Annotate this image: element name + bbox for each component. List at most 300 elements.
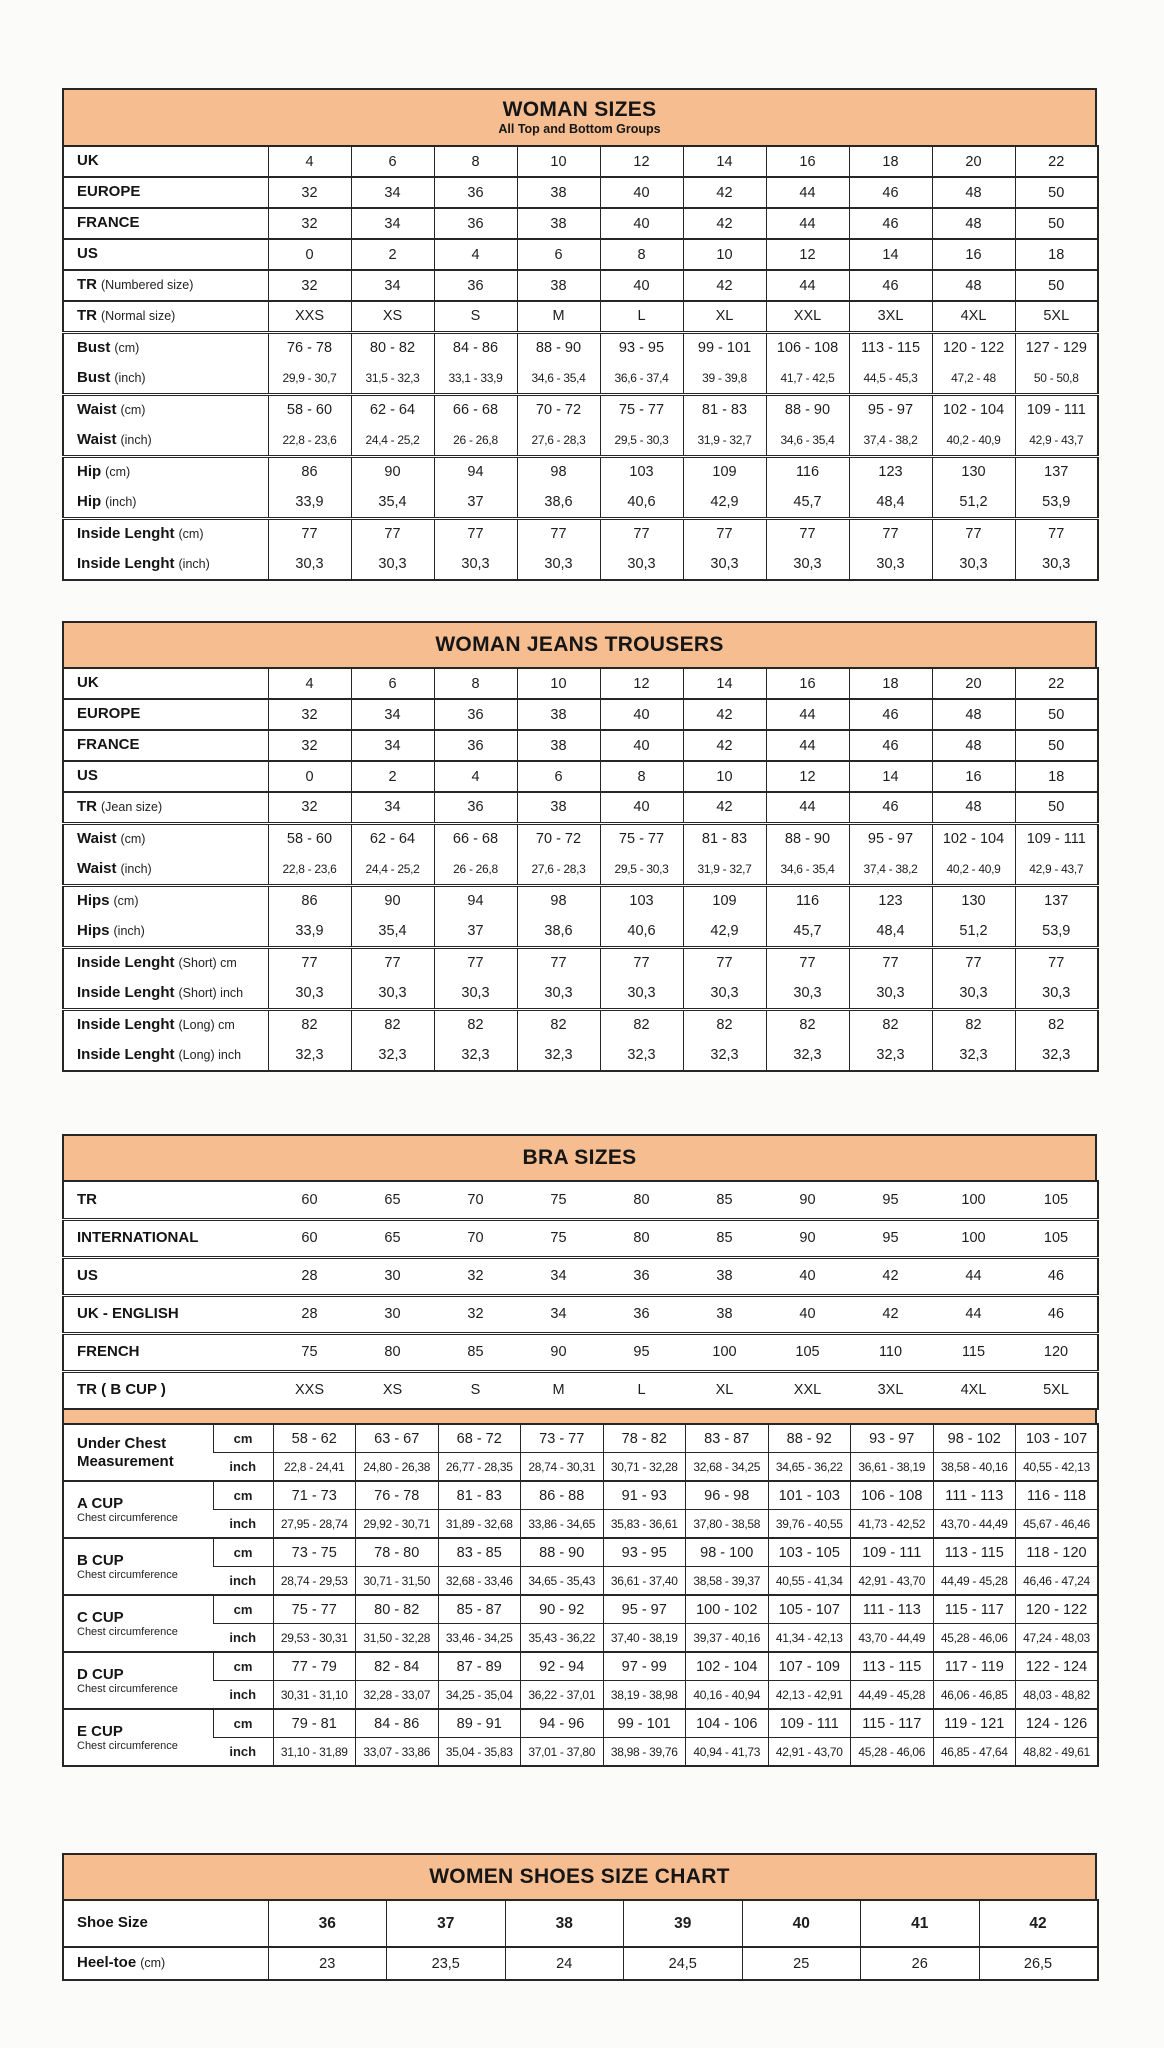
value-cell: 113 - 115 xyxy=(933,1538,1016,1567)
value-cell: 40 xyxy=(600,270,683,301)
value-cell: M xyxy=(517,1371,600,1409)
value-cell: 127 - 129 xyxy=(1015,332,1098,363)
value-cell: 46 xyxy=(849,177,932,208)
value-cell: 95 xyxy=(600,1333,683,1371)
row-label-cell xyxy=(63,854,268,885)
row-label: Bust xyxy=(77,368,111,386)
value-cell: 42,9 - 43,7 xyxy=(1015,425,1098,456)
value-cell: 22,8 - 23,6 xyxy=(268,425,351,456)
value-cell: 45,7 xyxy=(766,916,849,947)
value-cell: 46,46 - 47,24 xyxy=(1016,1567,1099,1596)
value-cell: 26,77 - 28,35 xyxy=(438,1453,521,1482)
row-label-cell xyxy=(63,1257,268,1295)
value-cell: 36,22 - 37,01 xyxy=(521,1681,604,1710)
value-cell: 4XL xyxy=(932,301,1015,332)
row-label-cell xyxy=(63,1371,268,1409)
value-cell: 86 - 88 xyxy=(521,1481,604,1510)
row-label-cell xyxy=(63,730,268,761)
value-cell: 6 xyxy=(517,761,600,792)
value-cell: 77 xyxy=(1015,947,1098,978)
value-cell: 42 xyxy=(683,177,766,208)
value-cell: 29,53 - 30,31 xyxy=(273,1624,356,1653)
value-cell: 36,61 - 38,19 xyxy=(851,1453,934,1482)
value-cell: 32,68 - 33,46 xyxy=(438,1567,521,1596)
row-label: Inside Lenght xyxy=(77,983,175,1001)
woman-sizes-table xyxy=(62,88,1102,581)
value-cell: S xyxy=(434,1371,517,1409)
table-row xyxy=(63,947,1098,978)
value-cell: 27,6 - 28,3 xyxy=(517,425,600,456)
value-cell: 39,37 - 40,16 xyxy=(686,1624,769,1653)
value-cell: 42,9 xyxy=(683,916,766,947)
value-cell: 116 xyxy=(766,456,849,487)
value-cell: 30,3 xyxy=(849,549,932,580)
table-row xyxy=(63,823,1098,854)
value-cell: 0 xyxy=(268,239,351,270)
women-shoes-table xyxy=(62,1853,1102,1981)
value-cell: 40,94 - 41,73 xyxy=(686,1738,769,1767)
value-cell: 36 xyxy=(434,699,517,730)
value-cell: 77 xyxy=(351,518,434,549)
value-cell: 83 - 85 xyxy=(438,1538,521,1567)
value-cell: 130 xyxy=(932,456,1015,487)
value-cell: 46 xyxy=(849,699,932,730)
value-cell: 34 xyxy=(351,270,434,301)
table-row xyxy=(63,761,1098,792)
value-cell: 16 xyxy=(932,239,1015,270)
row-label-detail: Chest circumference xyxy=(77,1568,178,1581)
value-cell: 65 xyxy=(384,1191,401,1208)
row-label: C CUP xyxy=(77,1608,124,1626)
value-cell: 44 xyxy=(766,177,849,208)
row-label-cell xyxy=(63,699,268,730)
value-cell: 34 xyxy=(351,177,434,208)
value-cell: 31,89 - 32,68 xyxy=(438,1510,521,1539)
value-cell: 22 xyxy=(1015,146,1098,177)
row-label-cell xyxy=(63,363,268,394)
row-label: Waist xyxy=(77,401,117,419)
row-label: Inside Lenght xyxy=(77,554,175,572)
value-cell: 88 - 90 xyxy=(766,394,849,425)
value-cell: 73 - 77 xyxy=(521,1424,604,1453)
value-cell: 39 - 39,8 xyxy=(683,363,766,394)
value-cell: 120 - 122 xyxy=(932,332,1015,363)
value-cell: 77 xyxy=(600,518,683,549)
value-cell: 60 xyxy=(301,1191,318,1208)
value-cell: 109 - 111 xyxy=(1015,823,1098,854)
value-cell: 123 xyxy=(849,456,932,487)
value-cell: 45,67 - 46,46 xyxy=(1016,1510,1099,1539)
value-cell: 18 xyxy=(849,668,932,699)
value-cell: L xyxy=(600,1371,683,1409)
value-cell: XL xyxy=(683,1371,766,1409)
women-shoes-grid-container xyxy=(62,1899,1102,1981)
row-label-cell xyxy=(63,1219,268,1257)
row-label: Under Chest Measurement xyxy=(77,1435,174,1470)
value-cell: 42,9 - 43,7 xyxy=(1015,854,1098,885)
value-cell: 45,28 - 46,06 xyxy=(933,1624,1016,1653)
table-row xyxy=(63,1681,1098,1710)
value-cell: 24,4 - 25,2 xyxy=(351,425,434,456)
value-cell: XS xyxy=(351,1371,434,1409)
woman-jeans-title: WOMAN JEANS TROUSERS xyxy=(435,633,724,657)
value-cell: 10 xyxy=(683,239,766,270)
value-cell: 77 xyxy=(268,518,351,549)
table-row xyxy=(63,792,1098,823)
value-cell: 105 xyxy=(1043,1191,1069,1208)
value-cell: 75 - 77 xyxy=(600,394,683,425)
value-cell: 77 xyxy=(434,518,517,549)
value-cell: 34 xyxy=(517,1257,600,1295)
value-cell: 16 xyxy=(932,761,1015,792)
value-cell: 115 - 117 xyxy=(851,1709,934,1738)
value-cell: 32,3 xyxy=(849,1040,932,1071)
value-cell: 102 - 104 xyxy=(686,1652,769,1681)
value-cell: 32,3 xyxy=(434,1040,517,1071)
value-cell: 48,4 xyxy=(849,487,932,518)
value-cell: 109 - 111 xyxy=(768,1709,851,1738)
value-cell: 30,3 xyxy=(683,549,766,580)
value-cell: 31,50 - 32,28 xyxy=(356,1624,439,1653)
value-cell: 33,9 xyxy=(268,487,351,518)
bra-sizes-table xyxy=(62,1134,1102,1767)
value-cell: 71 - 73 xyxy=(273,1481,356,1510)
table-row xyxy=(63,1424,1098,1453)
value-cell: S xyxy=(434,301,517,332)
value-cell: XL xyxy=(683,301,766,332)
value-cell: 38,19 - 38,98 xyxy=(603,1681,686,1710)
value-cell: 107 - 109 xyxy=(768,1652,851,1681)
value-cell: 48 xyxy=(932,208,1015,239)
value-cell: 102 - 104 xyxy=(932,823,1015,854)
value-cell: 30,3 xyxy=(849,978,932,1009)
table-row xyxy=(63,1947,1098,1980)
value-cell: 35,83 - 36,61 xyxy=(603,1510,686,1539)
row-label-cell xyxy=(63,668,268,699)
value-cell: 46 xyxy=(849,730,932,761)
table-row xyxy=(63,239,1098,270)
value-cell: 46,85 - 47,64 xyxy=(933,1738,1016,1767)
value-cell: 90 - 92 xyxy=(521,1595,604,1624)
value-cell: 85 xyxy=(716,1191,733,1208)
value-cell: 94 xyxy=(434,456,517,487)
value-cell: 31,5 - 32,3 xyxy=(351,363,434,394)
value-cell: 98 - 102 xyxy=(933,1424,1016,1453)
value-cell: 32,68 - 34,25 xyxy=(686,1453,769,1482)
row-label-detail: (cm) xyxy=(105,465,131,480)
value-cell: 24,80 - 26,38 xyxy=(356,1453,439,1482)
table-row xyxy=(63,1333,1098,1371)
value-cell: 98 xyxy=(517,456,600,487)
woman-jeans-trousers-table xyxy=(62,621,1102,1072)
value-cell: 46 xyxy=(849,792,932,823)
value-cell: 18 xyxy=(1015,239,1098,270)
value-cell: M xyxy=(517,301,600,332)
row-label-detail: (Short) inch xyxy=(178,985,244,1000)
value-cell: 77 xyxy=(932,518,1015,549)
value-cell: 80 - 82 xyxy=(351,332,434,363)
value-cell: 97 - 99 xyxy=(603,1652,686,1681)
unit-cell: inch xyxy=(213,1510,273,1539)
value-cell: 50 xyxy=(1015,730,1098,761)
row-label: FRANCE xyxy=(77,214,140,232)
value-cell: 32 xyxy=(268,177,351,208)
value-cell: 36,6 - 37,4 xyxy=(600,363,683,394)
value-cell: 48,82 - 49,61 xyxy=(1016,1738,1099,1767)
row-label: EUROPE xyxy=(77,183,141,201)
row-label-cell xyxy=(63,885,268,916)
value-cell: 14 xyxy=(849,239,932,270)
value-cell: 32,3 xyxy=(351,1040,434,1071)
row-label-detail: (Normal size) xyxy=(101,309,176,324)
value-cell: 26 - 26,8 xyxy=(434,425,517,456)
value-cell: 34 xyxy=(351,792,434,823)
value-cell: 75 - 77 xyxy=(600,823,683,854)
value-cell: 100 xyxy=(961,1191,986,1208)
value-cell: 58 - 60 xyxy=(268,823,351,854)
row-label-detail: Chest circumference xyxy=(77,1625,178,1638)
value-cell: 103 xyxy=(600,885,683,916)
value-cell: 123 xyxy=(849,885,932,916)
value-cell: 30 xyxy=(351,1257,434,1295)
value-cell: 85 - 87 xyxy=(438,1595,521,1624)
table-row xyxy=(63,146,1098,177)
value-cell: 91 - 93 xyxy=(603,1481,686,1510)
value-cell: 82 xyxy=(1015,1009,1098,1040)
row-label: Inside Lenght xyxy=(77,954,175,972)
row-label-detail: (Short) cm xyxy=(178,956,237,971)
value-cell: 81 - 83 xyxy=(683,394,766,425)
row-label-detail: Chest circumference xyxy=(77,1739,178,1752)
bra-table-separator-band xyxy=(62,1410,1097,1423)
value-cell: 44,5 - 45,3 xyxy=(849,363,932,394)
row-label-cell xyxy=(63,301,268,332)
value-cell: 100 xyxy=(683,1333,766,1371)
value-cell: 47,2 - 48 xyxy=(932,363,1015,394)
row-label-cell xyxy=(63,487,268,518)
value-cell: 44 xyxy=(766,208,849,239)
value-cell: 0 xyxy=(268,761,351,792)
value-cell: 70 xyxy=(467,1191,484,1208)
table-row xyxy=(63,1009,1098,1040)
woman-sizes-title: WOMAN SIZES xyxy=(502,98,657,122)
value-cell: 3XL xyxy=(849,1371,932,1409)
table-row xyxy=(63,668,1098,699)
value-cell: 33,46 - 34,25 xyxy=(438,1624,521,1653)
table-row xyxy=(63,1257,1098,1295)
unit-cell: cm xyxy=(213,1481,273,1510)
value-cell: XXS xyxy=(268,301,351,332)
row-label-cell xyxy=(63,1009,268,1040)
value-cell: 42,91 - 43,70 xyxy=(768,1738,851,1767)
row-label-cell xyxy=(63,394,268,425)
row-label: Inside Lenght xyxy=(77,1045,175,1063)
value-cell: 47,24 - 48,03 xyxy=(1016,1624,1099,1653)
value-cell: 40 xyxy=(766,1295,849,1333)
row-label: Hip xyxy=(77,463,102,481)
value-cell: 117 - 119 xyxy=(933,1652,1016,1681)
value-cell: 6 xyxy=(517,239,600,270)
row-label-cell xyxy=(63,146,268,177)
value-cell: 30,3 xyxy=(932,978,1015,1009)
value-cell: 94 xyxy=(434,885,517,916)
row-label: US xyxy=(77,767,98,785)
value-cell: 42 xyxy=(683,792,766,823)
row-label-cell xyxy=(63,1709,213,1766)
value-cell: 92 - 94 xyxy=(521,1652,604,1681)
row-label-cell xyxy=(63,761,268,792)
value-cell: 42 xyxy=(979,1900,1098,1947)
women-shoes-grid xyxy=(62,1899,1099,1981)
table-row xyxy=(63,1567,1098,1596)
value-cell: 48 xyxy=(932,270,1015,301)
value-cell: 40 xyxy=(766,1257,849,1295)
value-cell: 36 xyxy=(434,208,517,239)
value-cell: 34 xyxy=(351,699,434,730)
value-cell: 10 xyxy=(517,668,600,699)
value-cell: 34,25 - 35,04 xyxy=(438,1681,521,1710)
value-cell: 35,4 xyxy=(351,487,434,518)
value-cell: 98 xyxy=(517,885,600,916)
table-row xyxy=(63,549,1098,580)
value-cell: 30,3 xyxy=(517,978,600,1009)
value-cell: 42 xyxy=(683,699,766,730)
row-label-cell xyxy=(63,425,268,456)
table-row xyxy=(63,1040,1098,1071)
value-cell: 32 xyxy=(268,270,351,301)
row-label: FRENCH xyxy=(77,1342,140,1360)
value-cell: 12 xyxy=(766,761,849,792)
value-cell: 8 xyxy=(434,668,517,699)
value-cell: 14 xyxy=(683,146,766,177)
value-cell: 95 - 97 xyxy=(603,1595,686,1624)
value-cell: 35,43 - 36,22 xyxy=(521,1624,604,1653)
value-cell: 10 xyxy=(683,761,766,792)
value-cell: 38 xyxy=(517,177,600,208)
row-label-cell xyxy=(63,239,268,270)
value-cell: 34,6 - 35,4 xyxy=(766,854,849,885)
value-cell: 32,3 xyxy=(517,1040,600,1071)
value-cell: 37 xyxy=(434,916,517,947)
table-row xyxy=(63,270,1098,301)
woman-sizes-subtitle: All Top and Bottom Groups xyxy=(498,121,661,136)
value-cell: 50 xyxy=(1015,792,1098,823)
row-label-detail: (Jean size) xyxy=(101,800,163,815)
row-label-detail: (Numbered size) xyxy=(101,278,194,293)
value-cell: 82 - 84 xyxy=(356,1652,439,1681)
value-cell: 44 xyxy=(766,270,849,301)
value-cell: 77 xyxy=(932,947,1015,978)
value-cell: 41,34 - 42,13 xyxy=(768,1624,851,1653)
row-label: Hips xyxy=(77,921,110,939)
value-cell: 36,61 - 37,40 xyxy=(603,1567,686,1596)
value-cell: 78 - 82 xyxy=(603,1424,686,1453)
value-cell: 38 xyxy=(517,792,600,823)
value-cell: 8 xyxy=(600,239,683,270)
value-cell: 88 - 90 xyxy=(517,332,600,363)
value-cell: 104 - 106 xyxy=(686,1709,769,1738)
value-cell: 33,1 - 33,9 xyxy=(434,363,517,394)
row-label-cell xyxy=(63,916,268,947)
value-cell: 41,7 - 42,5 xyxy=(766,363,849,394)
value-cell: 93 - 95 xyxy=(600,332,683,363)
value-cell: 79 - 81 xyxy=(273,1709,356,1738)
value-cell: 37 xyxy=(387,1900,506,1947)
value-cell: 137 xyxy=(1015,456,1098,487)
value-cell: 50 xyxy=(1015,208,1098,239)
value-cell: 44 xyxy=(766,730,849,761)
value-cell: 48 xyxy=(932,730,1015,761)
row-label: FRANCE xyxy=(77,736,140,754)
value-cell: 75 xyxy=(550,1191,567,1208)
value-cell: 50 xyxy=(1015,270,1098,301)
value-cell: 46 xyxy=(849,208,932,239)
value-cell: 25 xyxy=(742,1947,861,1980)
value-cell: 43,70 - 44,49 xyxy=(933,1510,1016,1539)
row-label-cell xyxy=(63,177,268,208)
row-label-cell xyxy=(63,518,268,549)
value-cell: 41,73 - 42,52 xyxy=(851,1510,934,1539)
value-cell: 95 - 97 xyxy=(849,823,932,854)
value-cell: 77 xyxy=(517,518,600,549)
value-cell: 82 xyxy=(600,1009,683,1040)
table-row xyxy=(63,1900,1098,1947)
value-cell: 48,4 xyxy=(849,916,932,947)
value-cell: 8 xyxy=(600,761,683,792)
table-row xyxy=(63,332,1098,363)
value-cell: 28 xyxy=(268,1257,351,1295)
value-cell: 44 xyxy=(766,699,849,730)
value-cell: 115 - 117 xyxy=(933,1595,1016,1624)
row-label-detail: (cm) xyxy=(120,832,146,847)
value-cell: 40 xyxy=(600,177,683,208)
value-cell: 116 xyxy=(766,885,849,916)
value-cell: 39,76 - 40,55 xyxy=(768,1510,851,1539)
value-cell: 38 xyxy=(683,1295,766,1333)
row-label: Bust xyxy=(77,339,111,357)
table-row xyxy=(63,1510,1098,1539)
row-label-detail: (inch) xyxy=(114,370,146,385)
value-cell: 34,6 - 35,4 xyxy=(517,363,600,394)
value-cell: 44 xyxy=(932,1257,1015,1295)
table-row xyxy=(63,1295,1098,1333)
value-cell: 48 xyxy=(932,792,1015,823)
value-cell: 36 xyxy=(268,1900,387,1947)
value-cell: 4 xyxy=(268,146,351,177)
table-row xyxy=(63,177,1098,208)
value-cell: 33,9 xyxy=(268,916,351,947)
value-cell: 10 xyxy=(517,146,600,177)
value-cell: 48 xyxy=(932,699,1015,730)
value-cell: 44,49 - 45,28 xyxy=(851,1681,934,1710)
value-cell: 96 - 98 xyxy=(686,1481,769,1510)
value-cell: 86 xyxy=(268,456,351,487)
value-cell: 81 - 83 xyxy=(438,1481,521,1510)
table-row xyxy=(63,978,1098,1009)
value-cell: 22,8 - 24,41 xyxy=(273,1453,356,1482)
value-cell: 82 xyxy=(351,1009,434,1040)
woman-sizes-grid-container xyxy=(62,145,1102,581)
value-cell: 70 - 72 xyxy=(517,394,600,425)
value-cell: 45,28 - 46,06 xyxy=(851,1738,934,1767)
value-cell: 60 xyxy=(268,1219,351,1257)
table-row xyxy=(63,425,1098,456)
value-cell: 30,71 - 32,28 xyxy=(603,1453,686,1482)
table-row xyxy=(63,518,1098,549)
value-cell: 12 xyxy=(600,146,683,177)
value-cell: 32,3 xyxy=(683,1040,766,1071)
value-cell: 73 - 75 xyxy=(273,1538,356,1567)
